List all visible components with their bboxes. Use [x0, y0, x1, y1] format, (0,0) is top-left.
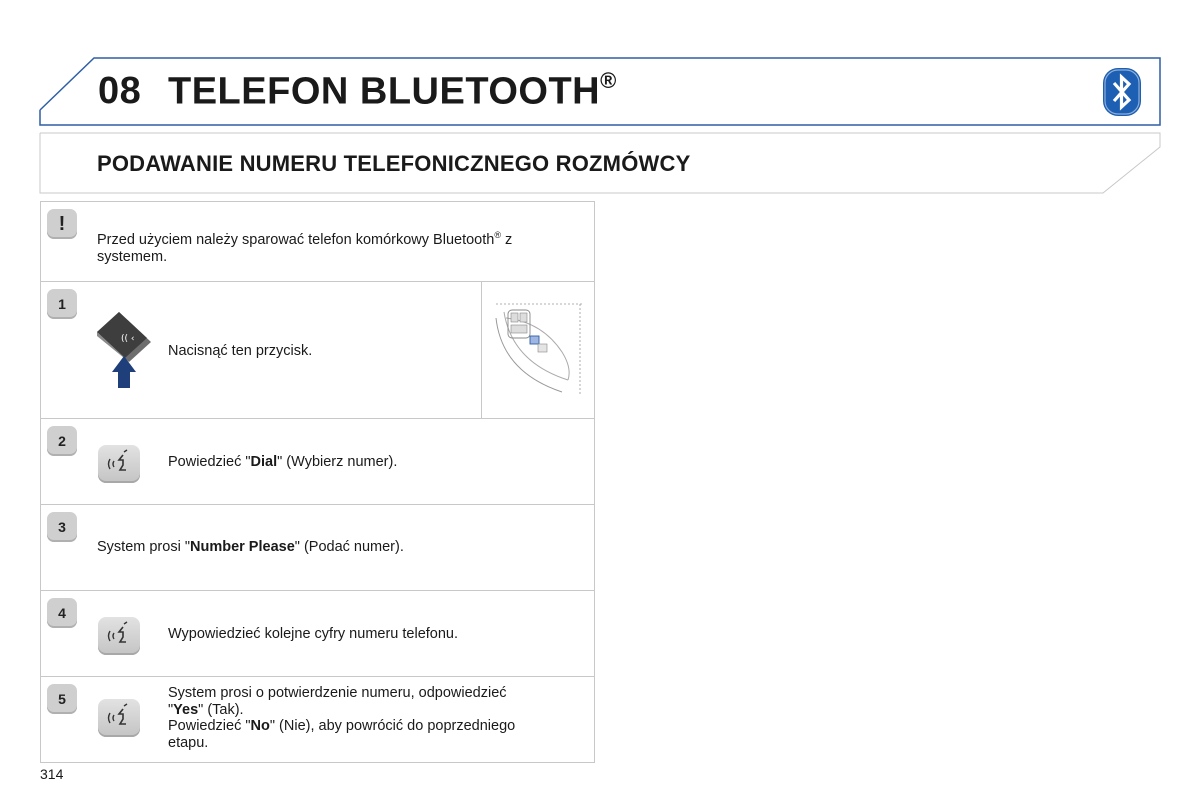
- step-row-1: [40, 282, 595, 419]
- step-badge-2: 2: [47, 426, 77, 456]
- step-5-line-4: etapu.: [168, 734, 209, 751]
- registered-mark: ®: [600, 68, 617, 93]
- step-5-line-1: System prosi o potwierdzenie numeru, odpowiedzieć: [168, 685, 507, 701]
- step-row-2: [40, 419, 595, 505]
- svg-text:(( ‹: (( ‹: [121, 334, 135, 344]
- steering-wheel-icon: [482, 282, 596, 418]
- step-text-5: [168, 685, 515, 751]
- warning-badge: !: [47, 209, 77, 239]
- speech-icon: [98, 617, 140, 655]
- step-5-line-3-pre: Powiedzieć ": [168, 718, 251, 734]
- step-badge-5: 5: [47, 684, 77, 714]
- bluetooth-icon: [1102, 67, 1142, 117]
- step-row-4: [40, 591, 595, 677]
- step-5-line-3-bold: No: [250, 718, 270, 734]
- page-number: 314: [40, 766, 64, 782]
- warning-line-1: Przed użyciem należy sparować telefon komórkowy Bluetooth: [97, 231, 495, 248]
- steps-table: [40, 201, 595, 763]
- warning-line-2: systemem.: [97, 248, 168, 265]
- step-5-line-2-bold: Yes: [173, 701, 199, 718]
- chapter-number: 08: [98, 70, 142, 112]
- step-text-3: [97, 539, 404, 556]
- warning-row: [40, 201, 595, 282]
- voice-command-icon: [98, 445, 140, 483]
- voice-button-press-icon: [95, 310, 153, 392]
- chapter-title-text: TELEFON BLUETOOTH: [168, 70, 601, 113]
- steering-wheel-illustration: [481, 282, 595, 418]
- step-text-4: Wypowiedzieć kolejne cyfry numeru telefonu.: [168, 626, 459, 642]
- chapter-title: [168, 70, 617, 114]
- speech-icon: [98, 699, 140, 737]
- speech-icon: [98, 445, 140, 483]
- voice-command-icon: [98, 617, 140, 655]
- step-3-post: " (Podać numer).: [294, 539, 404, 555]
- step-badge-3: 3: [47, 512, 77, 542]
- step-row-3: [40, 505, 595, 591]
- step-5-line-2-post: " (Tak).: [198, 701, 244, 718]
- step-2-pre: Powiedzieć ": [168, 454, 251, 470]
- step-3-pre: System prosi ": [97, 539, 190, 555]
- step-text-2: [168, 454, 397, 471]
- step-text-1: Nacisnąć ten przycisk.: [168, 343, 313, 359]
- step-2-post: " (Wybierz numer).: [277, 454, 398, 470]
- step-5-line-3-post: " (Nie), aby powrócić do poprzedniego: [269, 718, 516, 734]
- warning-registered-mark: ®: [494, 230, 501, 240]
- step-3-bold: Number Please: [189, 539, 295, 555]
- warning-line-1-end: z: [500, 231, 513, 248]
- step-badge-1: 1: [47, 289, 77, 319]
- step-row-5: [40, 677, 595, 763]
- step-5-line-2-pre: ": [168, 701, 174, 718]
- section-title: PODAWANIE NUMERU TELEFONICZNEGO ROZMÓWCY: [97, 151, 691, 176]
- step-2-bold: Dial: [250, 454, 278, 470]
- voice-command-icon: [98, 699, 140, 737]
- step-badge-4: 4: [47, 598, 77, 628]
- warning-text: [97, 227, 512, 266]
